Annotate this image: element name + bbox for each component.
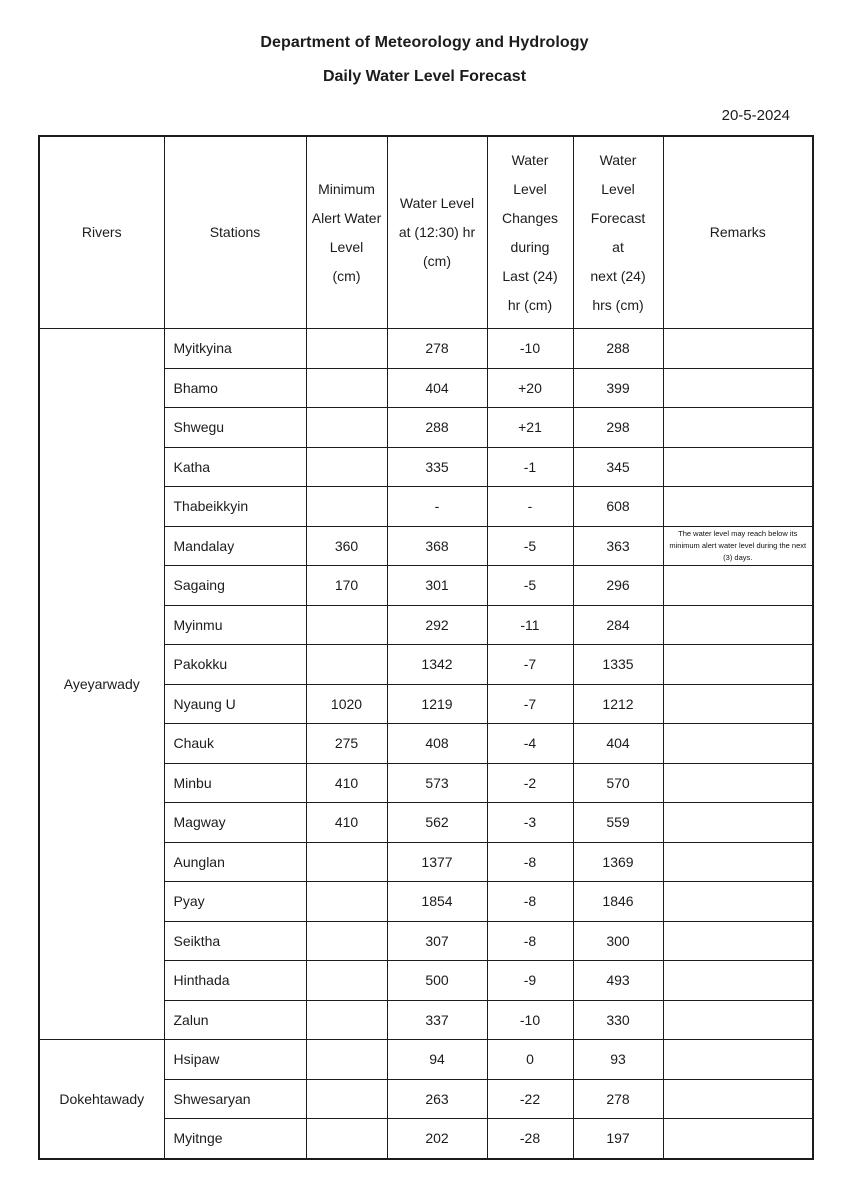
header-line: Water Level	[399, 195, 475, 211]
station-name: Shwegu	[164, 408, 306, 448]
min-alert-level	[306, 329, 387, 369]
water-level-change: -8	[487, 882, 573, 922]
water-level-change: -11	[487, 605, 573, 645]
water-level: 292	[387, 605, 487, 645]
forecast-level: 404	[573, 724, 663, 764]
remarks-cell	[663, 842, 813, 882]
header-line: at (12:30) hr	[398, 224, 476, 240]
water-level: 404	[387, 368, 487, 408]
header-line: Rivers	[81, 224, 122, 240]
water-level-change: -9	[487, 961, 573, 1001]
forecast-level: 608	[573, 487, 663, 527]
station-name: Pakokku	[164, 645, 306, 685]
station-name: Thabeikkyin	[164, 487, 306, 527]
header-line: Remarks	[709, 224, 766, 240]
header-line: Forecast	[590, 209, 646, 226]
water-level-change: -	[487, 487, 573, 527]
remarks-cell	[663, 1079, 813, 1119]
min-alert-level	[306, 408, 387, 448]
header-line: next (24)	[590, 267, 646, 284]
water-level: 278	[387, 329, 487, 369]
min-alert-level: 170	[306, 566, 387, 606]
remarks-cell	[663, 1119, 813, 1159]
water-level: 337	[387, 1000, 487, 1040]
water-level: 500	[387, 961, 487, 1001]
water-level-change: -8	[487, 842, 573, 882]
station-name: Chauk	[164, 724, 306, 764]
water-level-change: 0	[487, 1040, 573, 1080]
min-alert-level	[306, 368, 387, 408]
header-line: Level	[601, 180, 635, 197]
header-line: Water	[511, 151, 549, 168]
min-alert-level: 1020	[306, 684, 387, 724]
min-alert-level	[306, 921, 387, 961]
water-level-change: -28	[487, 1119, 573, 1159]
station-name: Magway	[164, 803, 306, 843]
water-level: 202	[387, 1119, 487, 1159]
remarks-cell	[663, 882, 813, 922]
water-level-change: -1	[487, 447, 573, 487]
water-level: -	[387, 487, 487, 527]
forecast-level: 1846	[573, 882, 663, 922]
forecast-level: 300	[573, 921, 663, 961]
water-level: 94	[387, 1040, 487, 1080]
remarks-cell	[663, 961, 813, 1001]
min-alert-level	[306, 882, 387, 922]
station-name: Bhamo	[164, 368, 306, 408]
water-level-change: -10	[487, 1000, 573, 1040]
header-line: Level	[329, 238, 364, 255]
forecast-level: 284	[573, 605, 663, 645]
water-level-change: -3	[487, 803, 573, 843]
water-level: 368	[387, 526, 487, 566]
water-level: 335	[387, 447, 487, 487]
remarks-cell	[663, 329, 813, 369]
forecast-level: 288	[573, 329, 663, 369]
header-line: hrs (cm)	[592, 296, 644, 313]
header-line: (cm)	[423, 253, 451, 269]
remarks-cell	[663, 487, 813, 527]
min-alert-level: 410	[306, 803, 387, 843]
forecast-level: 1335	[573, 645, 663, 685]
min-alert-level	[306, 487, 387, 527]
min-alert-level	[306, 1119, 387, 1159]
min-alert-level: 360	[306, 526, 387, 566]
water-level: 1342	[387, 645, 487, 685]
document-subtitle: Daily Water Level Forecast	[322, 68, 527, 85]
min-alert-level	[306, 1040, 387, 1080]
forecast-level: 559	[573, 803, 663, 843]
forecast-level: 1369	[573, 842, 663, 882]
header-line: hr (cm)	[507, 296, 553, 313]
forecast-level: 330	[573, 1000, 663, 1040]
forecast-level: 345	[573, 447, 663, 487]
min-alert-level	[306, 1079, 387, 1119]
station-name: Nyaung U	[164, 684, 306, 724]
water-level: 573	[387, 763, 487, 803]
column-header-remarks	[663, 136, 813, 329]
water-level: 301	[387, 566, 487, 606]
river-name: Dokehtawady	[39, 1040, 164, 1159]
water-level-change: -10	[487, 329, 573, 369]
water-level-change: +21	[487, 408, 573, 448]
remarks-cell	[663, 566, 813, 606]
remarks-cell	[663, 763, 813, 803]
header-line: Changes	[501, 209, 559, 226]
header-line: (cm)	[332, 267, 361, 284]
station-name: Myitkyina	[164, 329, 306, 369]
header-line: Alert Water	[311, 209, 382, 226]
water-level-change: -7	[487, 684, 573, 724]
remarks-cell	[663, 408, 813, 448]
min-alert-level	[306, 605, 387, 645]
water-level: 1377	[387, 842, 487, 882]
water-level: 307	[387, 921, 487, 961]
header-line: during	[510, 238, 550, 255]
forecast-level: 493	[573, 961, 663, 1001]
water-level: 263	[387, 1079, 487, 1119]
station-name: Mandalay	[164, 526, 306, 566]
remarks-cell	[663, 724, 813, 764]
forecast-level: 570	[573, 763, 663, 803]
water-level-change: -4	[487, 724, 573, 764]
water-level-change: -22	[487, 1079, 573, 1119]
station-name: Hsipaw	[164, 1040, 306, 1080]
forecast-level: 93	[573, 1040, 663, 1080]
water-level-change: -2	[487, 763, 573, 803]
header-line: at	[612, 238, 624, 255]
document-title: Department of Meteorology and Hydrology	[260, 34, 589, 51]
header-line: Last (24)	[502, 267, 558, 284]
remarks-cell	[663, 368, 813, 408]
remarks-cell	[663, 447, 813, 487]
column-header-stations	[164, 136, 306, 329]
forecast-level: 399	[573, 368, 663, 408]
header-line: Stations	[209, 224, 261, 240]
station-name: Katha	[164, 447, 306, 487]
river-name: Ayeyarwady	[39, 329, 164, 1040]
forecast-level: 296	[573, 566, 663, 606]
remarks-cell	[663, 645, 813, 685]
station-name: Minbu	[164, 763, 306, 803]
header-line: Level	[513, 180, 547, 197]
station-name: Myinmu	[164, 605, 306, 645]
forecast-level: 298	[573, 408, 663, 448]
column-header-rivers	[39, 136, 164, 329]
remarks-cell	[663, 605, 813, 645]
table-row	[39, 329, 813, 369]
station-name: Aunglan	[164, 842, 306, 882]
water-level-change: +20	[487, 368, 573, 408]
forecast-level: 1212	[573, 684, 663, 724]
forecast-level: 197	[573, 1119, 663, 1159]
min-alert-level	[306, 645, 387, 685]
remarks-cell	[663, 684, 813, 724]
station-name: Pyay	[164, 882, 306, 922]
table-row	[39, 1040, 813, 1080]
remarks-cell	[663, 1000, 813, 1040]
water-level-change: -5	[487, 526, 573, 566]
min-alert-level: 410	[306, 763, 387, 803]
station-name: Seiktha	[164, 921, 306, 961]
header-line: Water	[599, 151, 637, 168]
remarks-cell	[663, 921, 813, 961]
water-level: 408	[387, 724, 487, 764]
table-body	[39, 329, 813, 1159]
header-line: Minimum	[318, 180, 375, 197]
column-header-forecast	[573, 136, 663, 329]
remarks-cell	[663, 1040, 813, 1080]
station-name: Zalun	[164, 1000, 306, 1040]
water-level: 1854	[387, 882, 487, 922]
remarks-cell	[663, 803, 813, 843]
min-alert-level: 275	[306, 724, 387, 764]
forecast-level: 363	[573, 526, 663, 566]
water-level: 1219	[387, 684, 487, 724]
water-level-change: -8	[487, 921, 573, 961]
column-header-water-level	[387, 136, 487, 329]
column-header-min-alert	[306, 136, 387, 329]
station-name: Shwesaryan	[164, 1079, 306, 1119]
column-header-change	[487, 136, 573, 329]
station-name: Myitnge	[164, 1119, 306, 1159]
water-level-change: -7	[487, 645, 573, 685]
forecast-level: 278	[573, 1079, 663, 1119]
station-name: Hinthada	[164, 961, 306, 1001]
min-alert-level	[306, 447, 387, 487]
water-level-table	[38, 135, 814, 1160]
station-name: Sagaing	[164, 566, 306, 606]
remarks-cell: The water level may reach below its minimum alert water level during the next (3) days.	[663, 526, 813, 566]
report-date: 20-5-2024	[721, 107, 790, 124]
min-alert-level	[306, 961, 387, 1001]
min-alert-level	[306, 842, 387, 882]
header-row	[39, 136, 813, 329]
water-level: 288	[387, 408, 487, 448]
water-level-change: -5	[487, 566, 573, 606]
water-level: 562	[387, 803, 487, 843]
min-alert-level	[306, 1000, 387, 1040]
table-header	[39, 136, 813, 329]
